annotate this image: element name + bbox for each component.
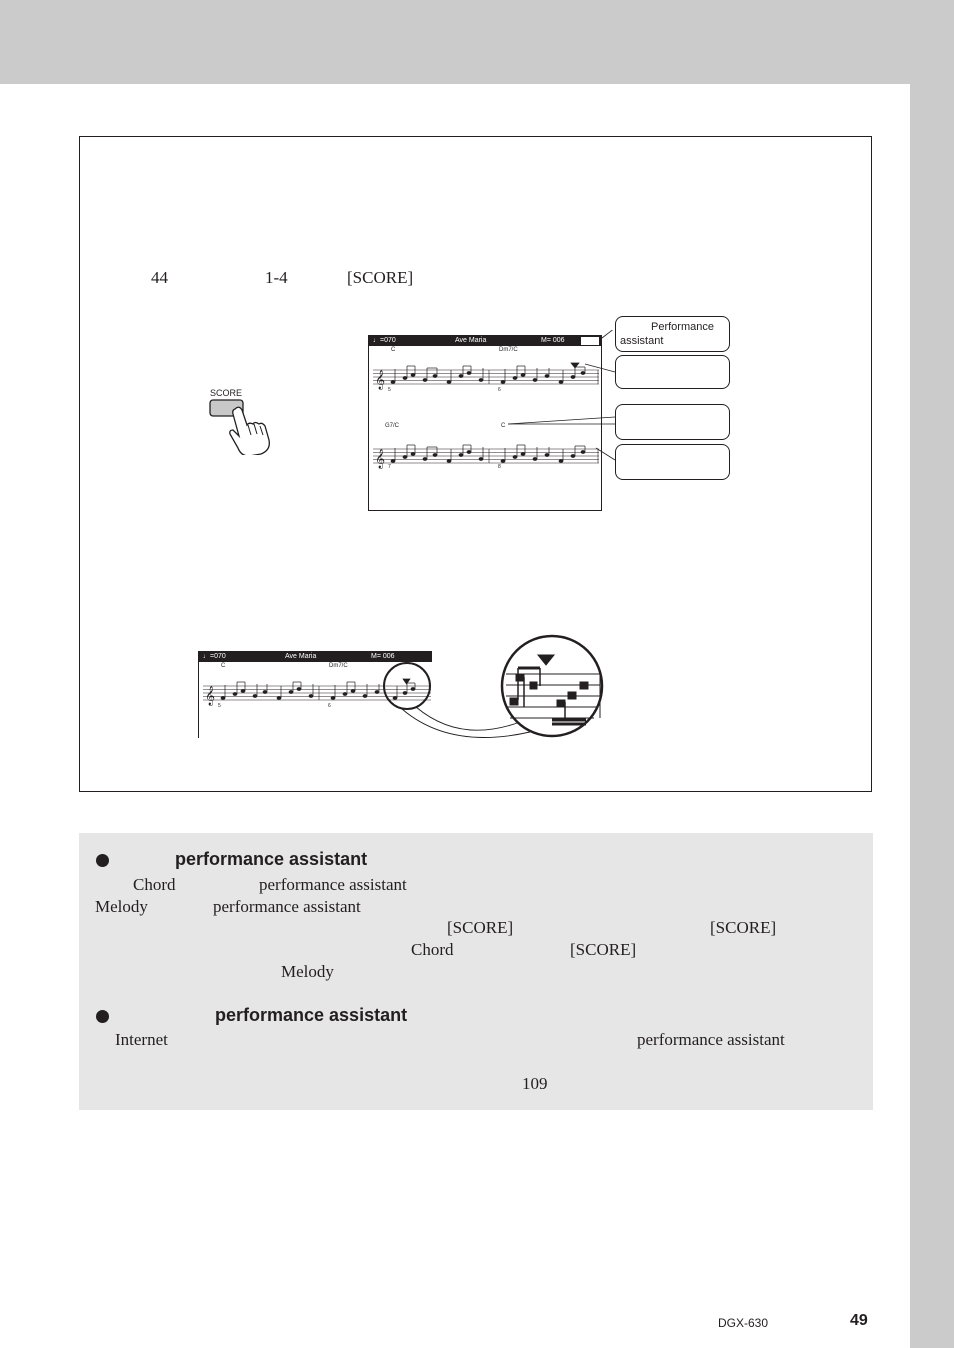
chord-label: Dm7/C [329, 663, 348, 669]
body-text: Chord [133, 875, 176, 894]
bar-number: 6 [498, 387, 501, 393]
step-number: 44 [151, 268, 168, 287]
bar-number: 5 [388, 387, 391, 393]
body-text: performance assistant [637, 1030, 785, 1049]
section-heading: performance assistant [175, 849, 368, 869]
svg-text:𝄞: 𝄞 [375, 370, 386, 390]
header-band [0, 0, 954, 84]
page-reference: 109 [522, 1074, 548, 1093]
svg-text:𝄞: 𝄞 [205, 686, 216, 706]
tempo-readout: ♩=070 [373, 337, 396, 344]
bar-number: 6 [328, 703, 331, 709]
score-button-label: SCORE [210, 388, 243, 398]
chord-label: C [501, 423, 506, 429]
page-number: 49 [850, 1312, 868, 1329]
chord-label: G7/C [385, 423, 400, 429]
body-text: performance assistant [259, 875, 407, 894]
bullet-icon [96, 854, 109, 867]
chord-label: C [391, 347, 396, 353]
callout-leader-lines [500, 330, 620, 470]
step-range: 1-4 [265, 268, 288, 287]
callout-text: Performance [651, 321, 714, 333]
body-text: Internet [115, 1030, 168, 1049]
measure-readout: M= 006 [371, 653, 395, 660]
performance-assistant-callout [615, 316, 730, 352]
body-text: [SCORE] [570, 940, 637, 959]
tempo-readout: ♩=070 [203, 653, 226, 660]
info-box [79, 833, 873, 1110]
body-text: Melody [95, 897, 148, 916]
section-heading: performance assistant [215, 1005, 408, 1025]
model-name: DGX-630 [718, 1316, 769, 1330]
song-title: Ave Maria [285, 653, 317, 660]
chord-label: Dm7/C [499, 347, 518, 353]
blank-callout [615, 404, 730, 440]
body-text: performance assistant [213, 897, 361, 916]
svg-text:𝄞: 𝄞 [375, 449, 386, 469]
callout-text: assistant [620, 335, 664, 347]
measure-readout: M= 006 [541, 337, 565, 344]
blank-callout [615, 444, 730, 480]
chord-label: C [221, 663, 226, 669]
song-title: Ave Maria [455, 337, 487, 344]
side-tab-band [910, 84, 954, 1348]
body-text: Melody [281, 962, 334, 981]
bullet-icon [96, 1010, 109, 1023]
bar-number: 5 [218, 703, 221, 709]
body-text: Chord [411, 940, 454, 959]
body-text: [SCORE] [447, 918, 514, 937]
blank-callout [615, 355, 730, 389]
magnifier-illustration [380, 632, 610, 742]
score-button-press-illustration[interactable] [205, 395, 275, 455]
step-score-ref: [SCORE] [347, 268, 414, 287]
bar-number: 7 [388, 464, 391, 470]
bar-number: 8 [498, 464, 501, 470]
body-text: [SCORE] [710, 918, 777, 937]
